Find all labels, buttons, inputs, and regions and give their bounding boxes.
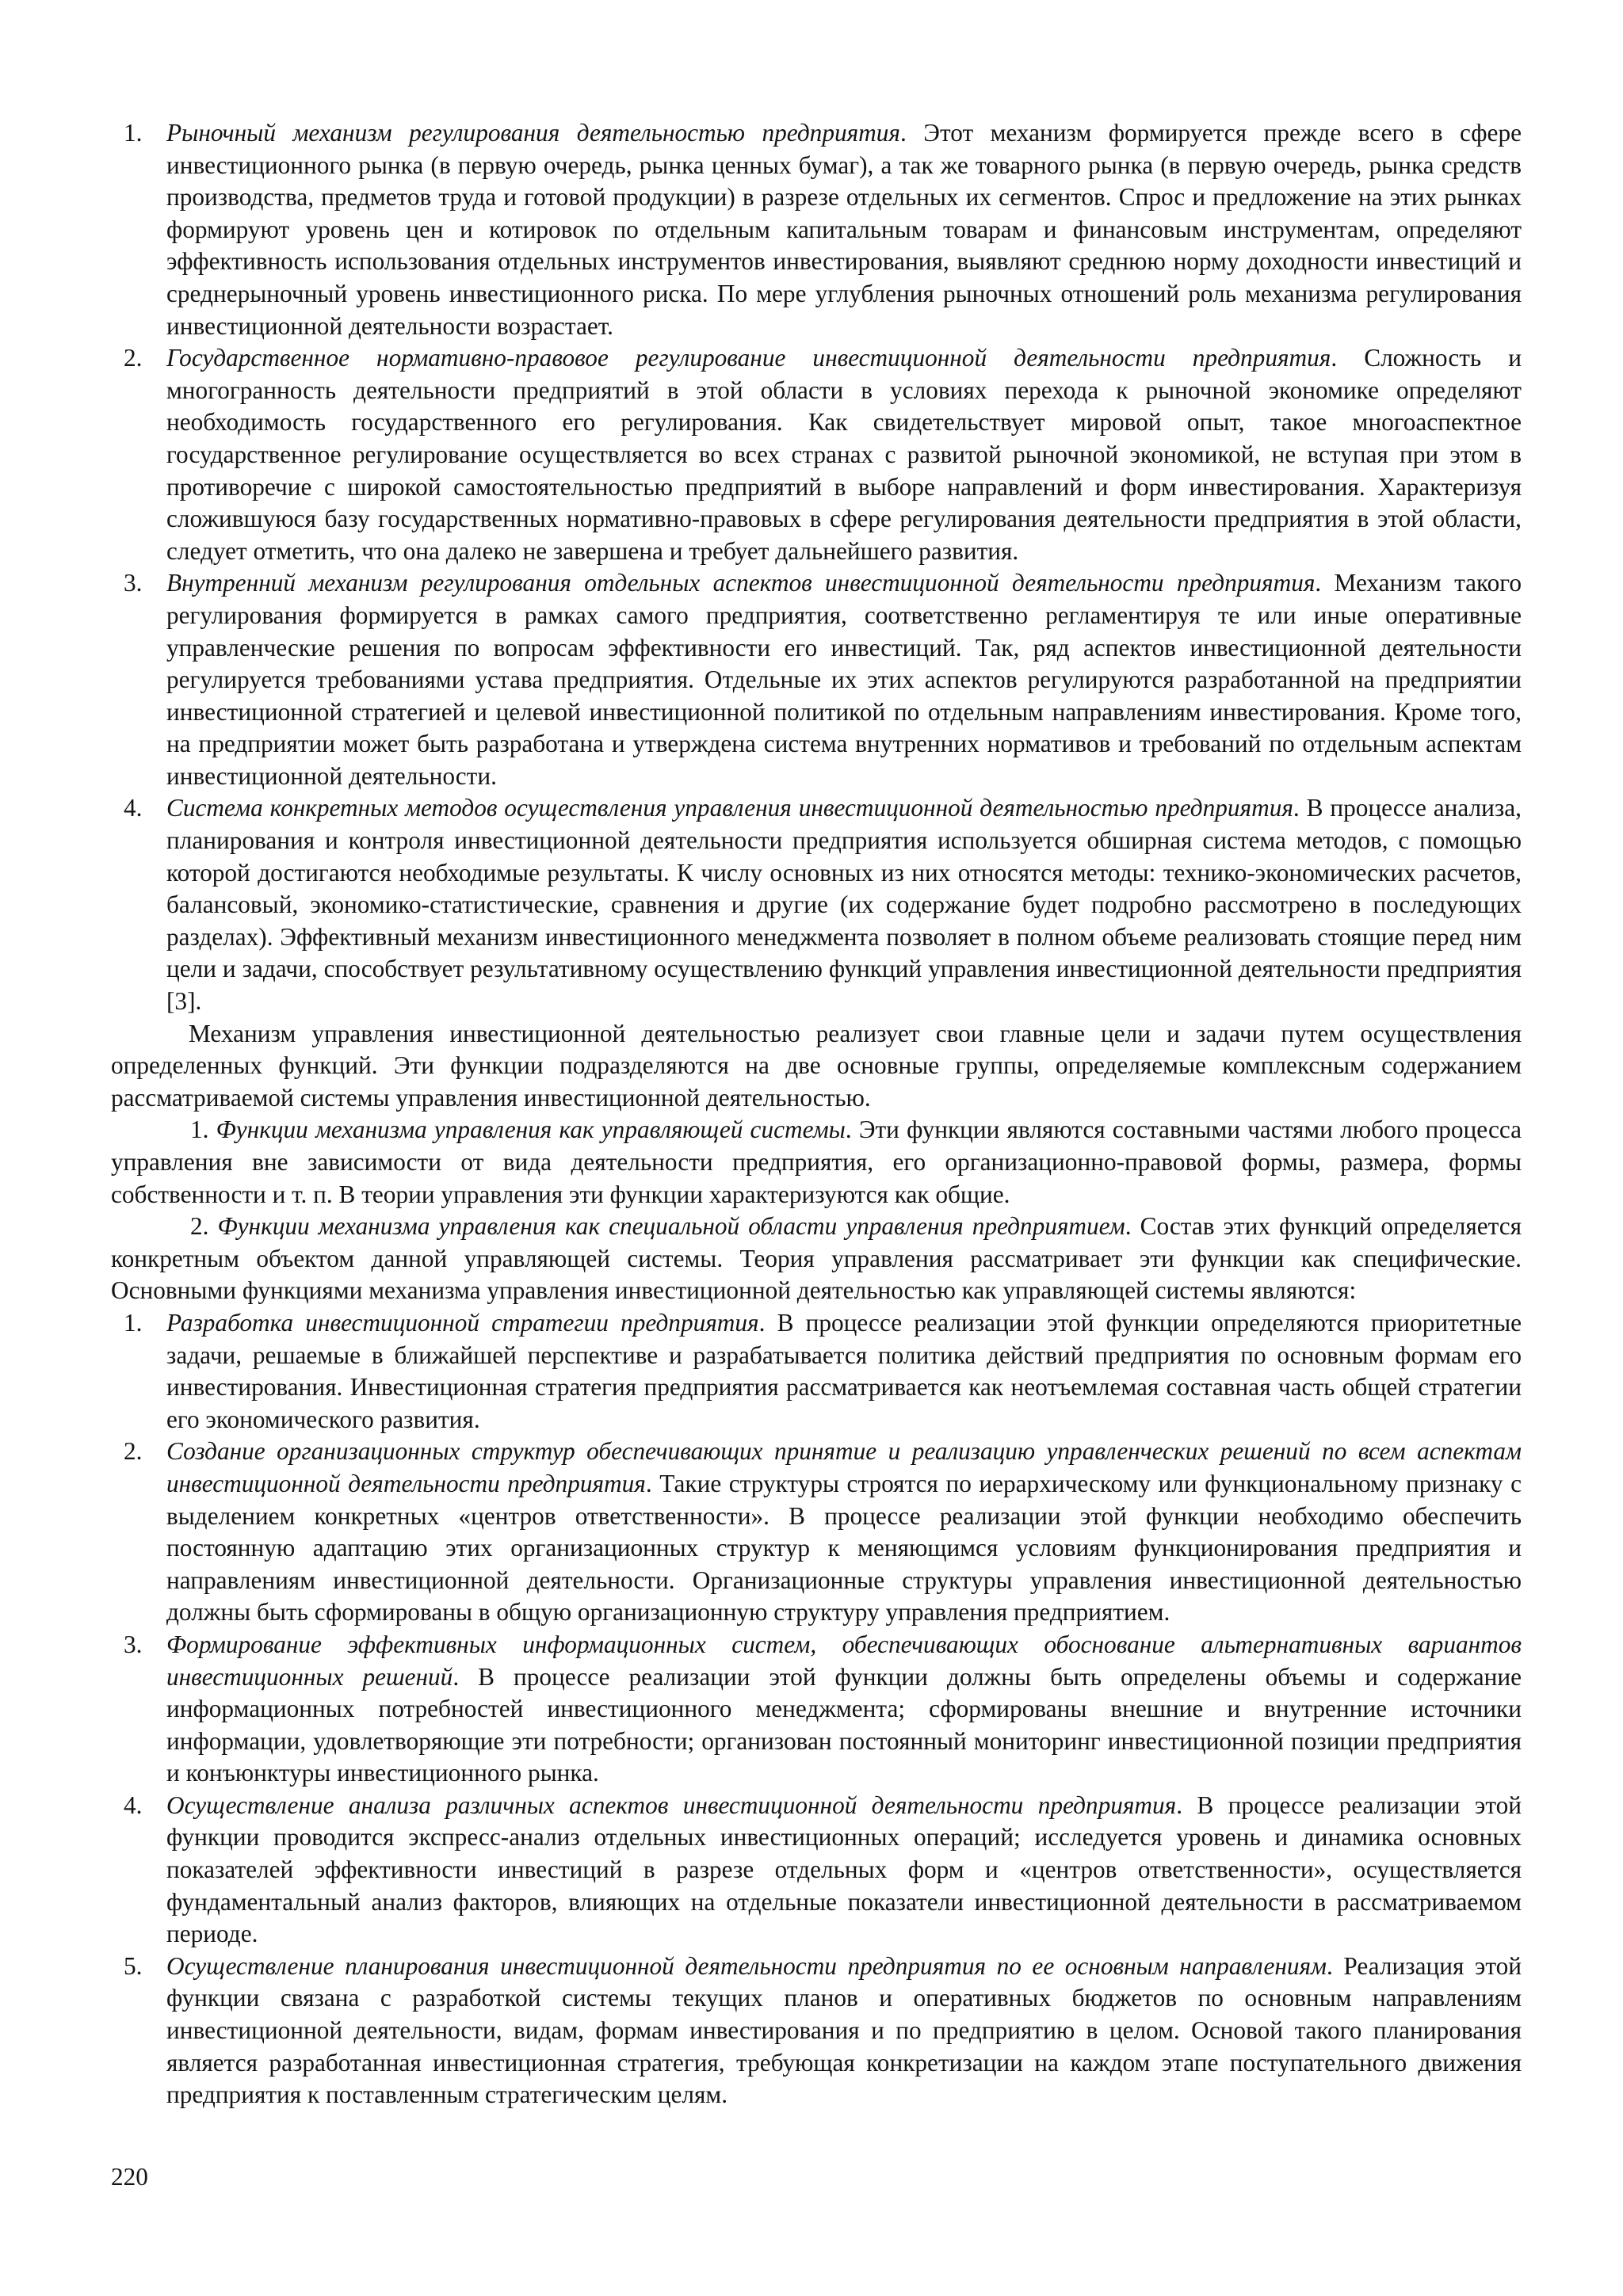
item-number: 1.: [124, 119, 143, 147]
functions-list: [111, 1307, 1522, 2111]
item-text: . Механизм такого регулирования формируется в рамках самого предприятия, соответственно регламентируя те или иные оперативные управленческие решения по вопросам эффективности его инвестиций. Так, ряд аспектов инвестиционной деятельности регулируется требованиями устава предприятия. Отдельные их этих аспектов регулируются разработанной на предприятии инвестиционной стратегией и целевой инвестиционной политикой по отдельным направлениям инвестирования. Кроме того, на предприятии может быть разработана и утверждена система внутренних нормативов и требований по отдельным аспектам инвестиционной деятельности.: [166, 569, 1522, 790]
list-item: [111, 117, 1522, 342]
paragraph-text: . Состав этих функций определяется конкретным объектом данной управляющей системы. Теория управления рассматривает эти функции как специфические. Основными функциями механизма управления инвестиционной деятельностью как управляющей системы являются:: [111, 1212, 1522, 1305]
item-term: Осуществление анализа различных аспектов инвестиционной деятельности предприятия: [166, 1791, 1177, 1819]
item-text: . В процессе реализации этой функции проводится экспресс-анализ отдельных инвестиционных операций; исследуется уровень и динамика основных показателей эффективности инвестиций в разрезе отдельных форм и «центров ответственности», осуществляется фундаментальный анализ факторов, влияющих на отдельные показатели инвестиционной деятельности в рассматриваемом периоде.: [166, 1791, 1522, 1948]
item-term: Государственное нормативно-правовое регулирование инвестиционной деятельности предприятия: [166, 344, 1331, 372]
paragraph: [111, 1114, 1522, 1211]
list-item: [111, 1436, 1522, 1629]
list-item: [111, 1307, 1522, 1436]
list-item: [111, 1790, 1522, 1951]
paragraph: Механизм управления инвестиционной деятельностью реализует свои главные цели и задачи путем осуществления определенных функций. Эти функции подразделяются на две основные группы, определяемые комплексным содержанием рассматриваемой системы управления инвестиционной деятельностью.: [111, 1019, 1522, 1112]
item-text: . В процессе реализации этой функции должны быть определены объемы и содержание информационных потребностей инвестиционного менеджмента; сформированы внешние и внутренние источники информации, удовлетворяющие эти потребности; организован постоянный мониторинг инвестиционной позиции предприятия и конъюнктуры инвестиционного рынка.: [166, 1662, 1522, 1787]
item-number: 1.: [124, 1308, 143, 1337]
item-term: Система конкретных методов осуществления управления инвестиционной деятельностью предприятия: [166, 794, 1293, 822]
list-item: [111, 1629, 1522, 1790]
body-text: [111, 117, 1522, 2111]
item-term: Внутренний механизм регулирования отдельных аспектов инвестиционной деятельности предприятия: [166, 569, 1316, 597]
item-text: . Такие структуры строятся по иерархическому или функциональному признаку с выделением конкретных «центров ответственности». В процессе реализации этой функции необходимо обеспечить постоянную адаптацию этих организационных структур к меняющимся условиям функционирования предприятия и направлениям инвестиционной деятельности. Организационные структуры управления инвестиционной деятельностью должны быть сформированы в общую организационную структуру управления предприятием.: [166, 1469, 1522, 1627]
item-term: Разработка инвестиционной стратегии предприятия: [166, 1308, 759, 1337]
item-number: 2.: [124, 344, 143, 372]
list-item: [111, 342, 1522, 567]
list-item: [111, 567, 1522, 792]
item-number: 4.: [124, 1791, 143, 1819]
item-number: 3.: [124, 569, 143, 597]
item-term: Рыночный механизм регулирования деятельностью предприятия: [166, 119, 900, 147]
paragraph-term: Функции механизма управления как управляющей системы: [216, 1116, 846, 1144]
item-text: . В процессе реализации этой функции определяются приоритетные задачи, решаемые в ближайшей перспективе и разрабатывается политика действий предприятия по основным формам его инвестирования. Инвестиционная стратегия предприятия рассматривается как неотъемлемая составная часть общей стратегии его экономического развития.: [166, 1308, 1522, 1433]
regulation-list: [111, 117, 1522, 1018]
item-number: 2.: [124, 1437, 143, 1466]
paragraph-lead: 1.: [190, 1116, 216, 1144]
paragraph-term: Функции механизма управления как специальной области управления предприятием: [217, 1212, 1125, 1241]
page-number: 220: [111, 2163, 148, 2191]
paragraph-text: . Эти функции являются составными частями любого процесса управления вне зависимости от вида деятельности предприятия, его организационно-правовой формы, размера, формы собственности и т. п. В теории управления эти функции характеризуются как общие.: [111, 1116, 1522, 1208]
item-text: . Реализация этой функции связана с разработкой системы текущих планов и оперативных бюджетов по основным направлениям инвестиционной деятельности, видам, формам инвестирования и по предприятию в целом. Основой такого планирования является разработанная инвестиционная стратегия, требующая конкретизации на каждом этапе поступательного движения предприятия к поставленным стратегическим целям.: [166, 1951, 1522, 2109]
item-term: Создание организационных структур обеспечивающих принятие и реализацию управленческих решений по всем аспектам инвестиционной деятельности предприятия: [166, 1437, 1522, 1497]
item-text: . Этот механизм формируется прежде всего в сфере инвестиционного рынка (в первую очередь, рынка ценных бумаг), а так же товарного рынка (в первую очередь, рынка средств производства, предметов труда и готовой продукции) в разрезе отдельных их сегментов. Спрос и предложение на этих рынках формируют уровень цен и котировок по отдельным капитальным товарам и финансовым инструментам, определяют эффективность использования отдельных инструментов инвестирования, выявляют среднюю норму доходности инвестиций и среднерыночный уровень инвестиционного риска. По мере углубления рыночных отношений роль механизма регулирования инвестиционной деятельности возрастает.: [166, 119, 1522, 340]
list-item: [111, 792, 1522, 1017]
list-item: [111, 1951, 1522, 2111]
item-text: . Сложность и многогранность деятельности предприятий в этой области в условиях перехода к рыночной экономике определяют необходимость государственного его регулирования. Как свидетельствует мировой опыт, такое многоаспектное государственное регулирование осуществляется во всех странах с развитой рыночной экономикой, не вступая при этом в противоречие с широкой самостоятельностью предприятий в выборе направлений и форм инвестирования. Характеризуя сложившуюся базу государственных нормативно-правовых в сфере регулирования деятельности предприятия в этой области, следует отметить, что она далеко не завершена и требует дальнейшего развития.: [166, 344, 1522, 565]
item-text: . В процессе анализа, планирования и контроля инвестиционной деятельности предприятия используется обширная система методов, с помощью которой достигаются необходимые результаты. К числу основных из них относятся методы: технико-экономических расчетов, балансовый, экономико-статистические, сравнения и другие (их содержание будет подробно рассмотрено в последующих разделах). Эффективный механизм инвестиционного менеджмента позволяет в полном объеме реализовать стоящие перед ним цели и задачи, способствует результативному осуществлению функций управления инвестиционной деятельности предприятия [3].: [166, 794, 1522, 1016]
item-number: 5.: [124, 1951, 143, 1980]
item-term: Формирование эффективных информационных систем, обеспечивающих обоснование альтернативных вариантов инвестиционных решений: [166, 1630, 1522, 1691]
paragraph: [111, 1211, 1522, 1307]
item-number: 4.: [124, 794, 143, 822]
item-term: Осуществление планирования инвестиционной деятельности предприятия по ее основным направлениям: [166, 1951, 1327, 1980]
item-number: 3.: [124, 1630, 143, 1658]
paragraph-lead: 2.: [190, 1212, 218, 1241]
